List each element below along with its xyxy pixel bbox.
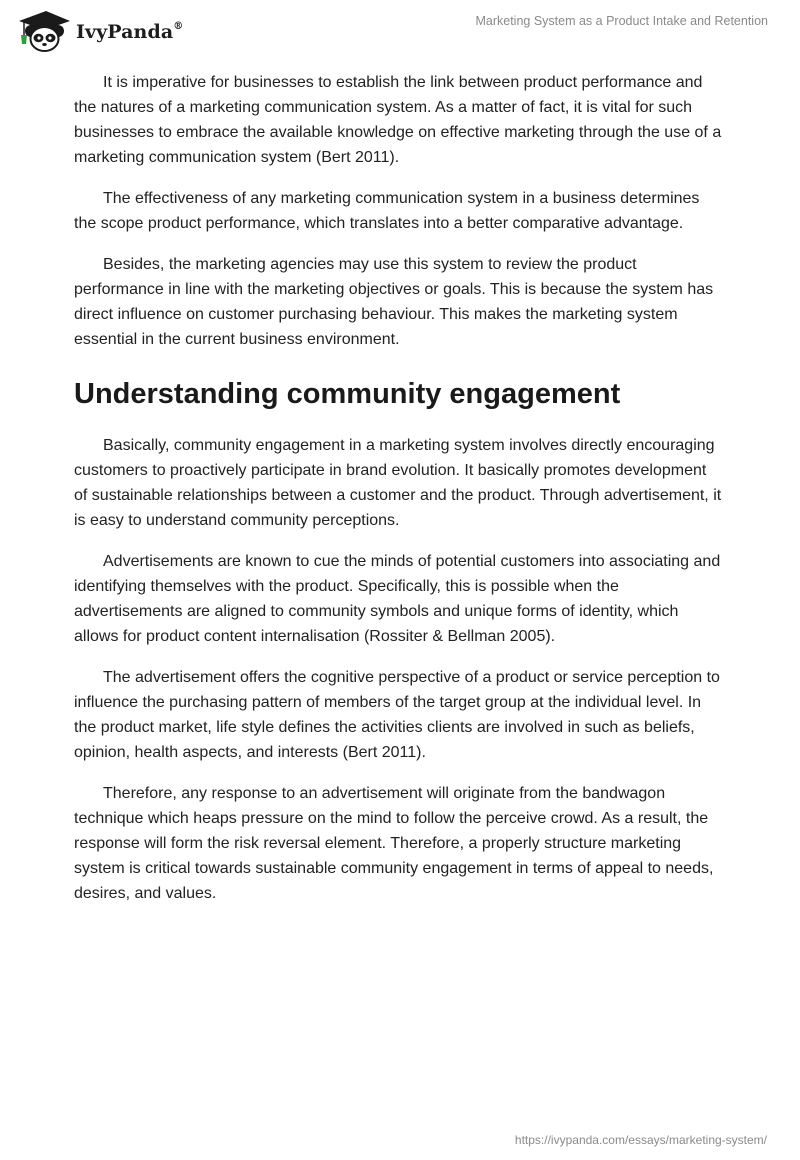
- paragraph: Basically, community engagement in a marketing system involves directly encouraging customers to proactively participate in brand evolution. It basically promotes development of sustainable relationships between a customer and the product. Through advertisement, it is easy to understand community perceptions.: [74, 437, 722, 529]
- registered-mark: ®: [173, 20, 184, 32]
- panda-graduate-icon: [14, 8, 72, 52]
- paragraph: Besides, the marketing agencies may use this system to review the product performance in line with the marketing objectives or goals. This is because the system has direct influence on customer purchasing behaviour. This makes the marketing system essential in the current business environment.: [74, 256, 714, 348]
- logo-wordmark: [76, 21, 183, 43]
- essay-content: [74, 70, 724, 922]
- paragraph: Therefore, any response to an advertisement will originate from the bandwagon technique which heaps pressure on the mind to follow the perceive crowd. As a result, the response will form the risk reversal element. Therefore, a properly structure marketing system is critical towards sustainable community engagement in terms of appeal to needs, desires, and values.: [74, 785, 714, 902]
- source-url[interactable]: https://ivypanda.com/essays/marketing-system/: [514, 1133, 767, 1147]
- document-title: Marketing System as a Product Intake and Retention: [475, 14, 768, 28]
- logo-text: IvyPanda: [76, 21, 174, 43]
- ivypanda-logo[interactable]: [14, 8, 183, 52]
- page-header: [0, 0, 800, 60]
- paragraph: The effectiveness of any marketing communication system in a business determines the scope product performance, which translates into a better comparative advantage.: [74, 190, 700, 232]
- section-heading: Understanding community engagement: [74, 378, 621, 410]
- paragraph: It is imperative for businesses to establish the link between product performance and the natures of a marketing communication system. As a matter of fact, it is vital for such businesses to embrace the available knowledge on effective marketing through the use of a marketing communication system (Bert 2011).: [74, 74, 722, 166]
- paragraph: Advertisements are known to cue the minds of potential customers into associating and identifying themselves with the product. Specifically, this is possible when the advertisements are aligned to community symbols and unique forms of identity, which allows for product content internalisation (Rossiter & Bellman 2005).: [74, 553, 721, 645]
- paragraph: The advertisement offers the cognitive perspective of a product or service perception to influence the purchasing pattern of members of the target group at the individual level. In the product market, life style defines the activities clients are involved in such as beliefs, opinion, health aspects, and interests (Bert 2011).: [74, 669, 720, 761]
